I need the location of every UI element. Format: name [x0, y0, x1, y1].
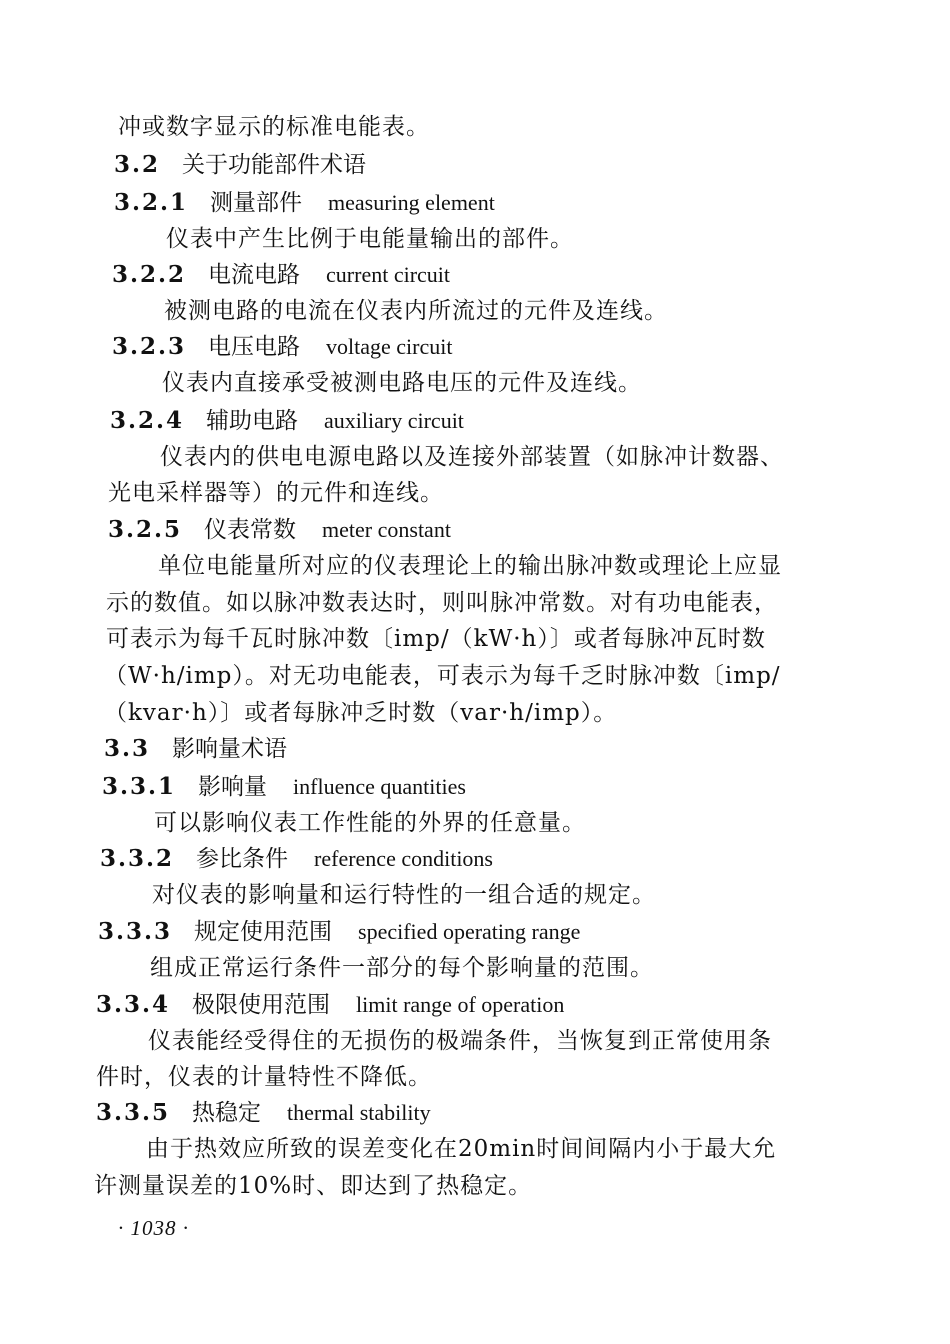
term-title-en: thermal stability: [287, 1100, 431, 1125]
section-title-zh: 影响量术语: [172, 736, 288, 762]
definition-3-2-5-line-3: 可表示为每千瓦时脉冲数〔imp/（kW·h）〕或者每脉冲瓦时数: [106, 626, 766, 652]
definition-3-3-2: 对仪表的影响量和运行特性的一组合适的规定。: [152, 882, 656, 908]
term-title-en: limit range of operation: [356, 992, 565, 1017]
section-title-zh: 关于功能部件术语: [182, 152, 367, 178]
section-heading-3-2: [114, 150, 392, 180]
definition-3-2-5-line-1: 单位电能量所对应的仪表理论上的输出脉冲数或理论上应显: [158, 553, 782, 579]
term-title-zh: 影响量: [198, 774, 268, 800]
definition-3-2-5-line-2: 示的数值。如以脉冲数表达时，则叫脉冲常数。对有功电能表，: [106, 590, 778, 616]
term-number: 3.2.2: [112, 261, 187, 288]
term-title-zh: 热稳定: [192, 1100, 262, 1126]
term-title-zh: 参比条件: [196, 846, 289, 872]
page-number: · 1038 ·: [118, 1216, 189, 1240]
term-number: 3.3.3: [98, 918, 173, 945]
text-line-0: 冲或数字显示的标准电能表。: [118, 114, 430, 140]
section-number: 3.2: [114, 151, 161, 178]
term-heading-3-2-5: [108, 515, 451, 545]
term-number: 3.2.3: [112, 333, 187, 360]
term-heading-3-3-2: [100, 844, 493, 874]
definition-3-2-2: 被测电路的电流在仪表内所流过的元件及连线。: [164, 298, 668, 324]
term-title-en: auxiliary circuit: [324, 408, 464, 433]
definition-3-2-4-line-1: 仪表内的供电电源电路以及连接外部装置（如脉冲计数器、: [160, 444, 784, 470]
term-heading-3-3-1: [102, 772, 466, 802]
definition-3-2-4-line-2: 光电采样器等）的元件和连线。: [108, 480, 444, 506]
term-heading-3-2-3: [112, 332, 452, 362]
term-title-zh: 极限使用范围: [192, 992, 331, 1018]
term-title-zh: 规定使用范围: [194, 919, 333, 945]
definition-3-3-4-line-2: 件时，仪表的计量特性不降低。: [96, 1064, 432, 1090]
term-title-en: meter constant: [322, 517, 451, 542]
term-title-en: current circuit: [326, 262, 451, 287]
section-number: 3.3: [104, 735, 151, 762]
definition-3-3-5-line-2: 许测量误差的10%时、即达到了热稳定。: [94, 1173, 533, 1199]
section-heading-3-3: [104, 734, 313, 764]
term-title-zh: 辅助电路: [206, 408, 299, 434]
term-number: 3.3.1: [102, 773, 177, 800]
definition-3-3-5-line-1: 由于热效应所致的误差变化在20min时间间隔内小于最大允: [146, 1136, 777, 1162]
term-title-en: measuring element: [328, 190, 495, 215]
term-title-zh: 仪表常数: [204, 517, 297, 543]
term-heading-3-2-4: [110, 406, 464, 436]
term-heading-3-2-1: [114, 188, 495, 218]
term-number: 3.3.2: [100, 845, 175, 872]
definition-3-2-3: 仪表内直接承受被测电路电压的元件及连线。: [162, 370, 642, 396]
definition-3-2-1: 仪表中产生比例于电能量输出的部件。: [166, 226, 574, 252]
term-title-en: voltage circuit: [326, 334, 453, 359]
term-title-zh: 电压电路: [208, 334, 301, 360]
definition-3-3-1: 可以影响仪表工作性能的外界的任意量。: [154, 810, 586, 836]
term-heading-3-3-4: [96, 990, 564, 1020]
term-number: 3.2.5: [108, 516, 183, 543]
term-title-en: reference conditions: [314, 846, 493, 871]
term-number: 3.3.4: [96, 991, 171, 1018]
term-title-en: influence quantities: [293, 774, 466, 799]
term-number: 3.2.4: [110, 407, 185, 434]
definition-3-3-3: 组成正常运行条件一部分的每个影响量的范围。: [150, 955, 654, 981]
term-number: 3.2.1: [114, 189, 189, 216]
term-title-en: specified operating range: [358, 919, 581, 944]
term-heading-3-3-3: [98, 917, 580, 947]
term-title-zh: 电流电路: [208, 262, 301, 288]
term-title-zh: 测量部件: [210, 190, 303, 216]
definition-3-2-5-line-4: （W·h/imp）。对无功电能表，可表示为每千乏时脉冲数〔imp/: [104, 663, 781, 689]
definition-3-2-5-line-5: （kvar·h）〕或者每脉冲乏时数（var·h/imp）。: [104, 700, 618, 726]
definition-3-3-4-line-1: 仪表能经受得住的无损伤的极端条件，当恢复到正常使用条: [148, 1028, 772, 1054]
term-number: 3.3.5: [96, 1099, 171, 1126]
term-heading-3-3-5: [96, 1098, 431, 1128]
term-heading-3-2-2: [112, 260, 450, 290]
